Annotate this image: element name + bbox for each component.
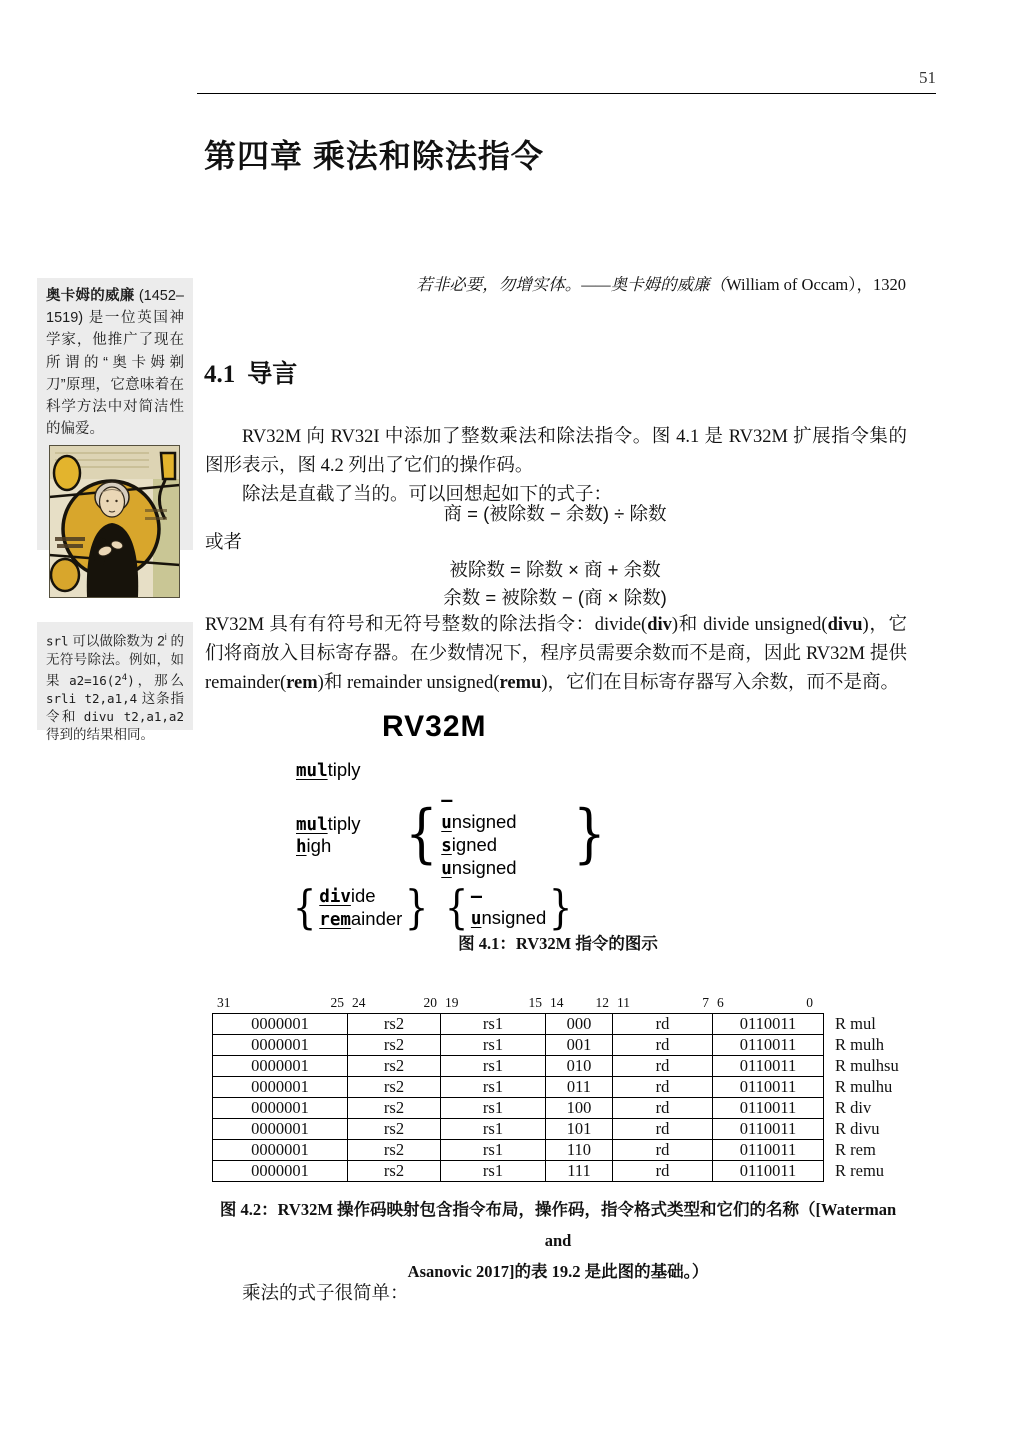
paragraph-text: )，它们将商放入目标寄存器。在少数情况下，程序员需要余数而不是商，因此 RV32M 提供 remainder( — [205, 615, 907, 693]
right-brace: } — [405, 880, 429, 935]
instruction-name: R mulhsu — [835, 1056, 899, 1075]
mnemonic-rem: rem — [319, 910, 351, 930]
figure-4-1-caption: 图 4.1：RV32M 指令的图示 — [458, 934, 658, 953]
chapter-title: 第四章 乘法和除法指令 — [204, 138, 544, 174]
formula-quotient: 商 = (被除数 − 余数) ÷ 除数 — [443, 503, 667, 524]
op-options — [319, 885, 402, 931]
quote-author-en: William of Occam — [726, 275, 849, 294]
diagram-multiply-high-row — [296, 790, 610, 880]
bit-range: 31 25 — [217, 995, 344, 1010]
paragraph-text: )和 divide unsigned( — [671, 615, 828, 635]
opcode-table — [212, 1013, 916, 1182]
word-rest: nsigned — [481, 907, 547, 928]
occam-stained-glass-image — [49, 445, 180, 598]
table-row: 0000001 rs2 rs1 100 rd 0110011 R div — [213, 1098, 916, 1119]
quote-tail: ），1320 — [848, 275, 906, 294]
bit-range: 24 20 — [352, 995, 437, 1010]
option-empty: – — [441, 790, 453, 811]
mnemonic-u: u — [441, 859, 452, 879]
sidebar-occam-note — [37, 278, 193, 550]
closing-paragraph: 乘法的式子很简单： — [242, 1284, 409, 1304]
suffix-options — [441, 790, 569, 880]
code-srli: srli t2,a1,4 — [46, 690, 138, 706]
srl-note-text: 可以做除数为 2 — [68, 633, 165, 649]
srl-note-text: 的无符号除法。例如，如果 — [46, 633, 184, 688]
table-row: 0000001 rs2 rs1 000 rd 0110011 R mul — [213, 1014, 916, 1035]
word-rest: tiply — [327, 813, 361, 834]
paragraph-text: )和 remainder unsigned( — [317, 673, 500, 693]
instruction-name: R div — [835, 1098, 872, 1117]
bit-range: 11 7 — [617, 995, 709, 1010]
paragraph-text: RV32M 具有有符号和无符号整数的除法指令：divide( — [205, 615, 648, 635]
caption-line: Asanovic 2017]的表 19.2 是此图的基础。） — [407, 1262, 709, 1281]
or-connector: 或者 — [205, 533, 243, 553]
figure-4-2-caption — [205, 1194, 911, 1287]
bit-range: 14 12 — [550, 995, 609, 1010]
code-srl: srl — [46, 633, 69, 649]
caption-line: 图 4.2：RV32M 操作码映射包含指令布局，操作码，指令格式类型和它们的名称（[Waterman and — [219, 1200, 897, 1250]
instruction-name: R remu — [835, 1161, 885, 1180]
srl-note-text: 得到的结果相同。 — [46, 726, 154, 742]
section-title: 导言 — [247, 360, 298, 388]
mnemonic-divu: divu — [827, 615, 863, 635]
diagram-div-rem-row — [290, 880, 610, 935]
instruction-name: R divu — [835, 1119, 880, 1138]
left-brace: { — [444, 880, 468, 935]
table-row: 0000001 rs2 rs1 011 rd 0110011 R mulhu — [213, 1077, 916, 1098]
mnemonic-s: s — [441, 836, 452, 856]
table-row: 0000001 rs2 rs1 101 rd 0110011 R divu — [213, 1119, 916, 1140]
code-a2: $a2=16(2^4)$ — [69, 672, 135, 688]
suffix-options — [471, 886, 546, 930]
occam-portrait — [49, 445, 180, 598]
header-rule — [197, 93, 936, 94]
word-rest: igned — [451, 834, 498, 855]
left-brace: { — [292, 880, 317, 935]
left-brace: { — [404, 797, 438, 872]
exponent-4: 4 — [121, 672, 128, 683]
word-rest: nsigned — [451, 811, 517, 832]
mnemonic-h: h — [296, 837, 307, 857]
instruction-name: R mulh — [835, 1035, 885, 1054]
table-row: 0000001 rs2 rs1 110 rd 0110011 R rem — [213, 1140, 916, 1161]
mnemonic-u: u — [470, 909, 482, 929]
quote-text-cn: 若非必要，勿增实体。——奥卡姆的威廉（ — [416, 275, 727, 294]
word-rest: ide — [350, 885, 376, 906]
srl-note-text: 这条指令和 — [46, 690, 184, 724]
word-rest: nsigned — [451, 857, 517, 878]
mnemonic-rem: rem — [286, 673, 318, 693]
word-rest: igh — [306, 835, 332, 856]
word-rest: tiply — [327, 759, 361, 780]
sidebar-occam-lead: 奥卡姆的威廉 — [46, 288, 135, 304]
bit-position-labels — [212, 995, 823, 1011]
sidebar-occam-body: (1452–1519) 是一位英国神学家，他推广了现在所谓的“奥卡姆剃刀”原理，它意味着在科学方法中对简洁性的偏爱。 — [46, 288, 184, 438]
mnemonic-div: div — [647, 615, 672, 635]
formula-remainder: 余数 = 被除数 − (商 × 除数) — [443, 587, 667, 608]
paragraph-text: )，它们在目标寄存器写入余数，而不是商。 — [541, 673, 899, 693]
diagram-title: RV32M — [382, 710, 487, 743]
epigraph-quote — [205, 271, 906, 295]
table-row: 0000001 rs2 rs1 111 rd 0110011 R remu — [213, 1161, 916, 1182]
srl-note-text: ，那么 — [134, 672, 184, 688]
page-number: 51 — [919, 68, 936, 87]
division-paragraph — [205, 611, 907, 698]
bit-range: 19 15 — [445, 995, 542, 1010]
exponent-i: i — [164, 632, 167, 642]
instruction-name: R mul — [835, 1014, 876, 1033]
table-row: 0000001 rs2 rs1 001 rd 0110011 R mulh — [213, 1035, 916, 1056]
option-empty: – — [470, 886, 483, 907]
paragraph: RV32M 向 RV32I 中添加了整数乘法和除法指令。图 4.1 是 RV32M 扩展指令集的图形表示，图 4.2 列出了它们的操作码。 — [205, 427, 907, 476]
formula-dividend: 被除数 = 除数 × 商 + 余数 — [449, 559, 661, 580]
instruction-name: R rem — [835, 1140, 876, 1159]
table-row: 0000001 rs2 rs1 010 rd 0110011 R mulhsu — [213, 1056, 916, 1077]
mnemonic-mul: mul — [296, 815, 328, 835]
code-divu: divu t2,a1,a2 — [83, 708, 184, 724]
paragraph: 除法是直截了当的。可以回想起如下的式子： — [242, 485, 613, 505]
sidebar-occam-text — [46, 285, 184, 440]
mnemonic-u: u — [441, 813, 452, 833]
mnemonic-mul: mul — [296, 761, 328, 781]
mnemonic-remu: remu — [499, 673, 542, 693]
mnemonic-div: div — [319, 887, 351, 907]
intro-paragraphs — [205, 423, 907, 510]
instruction-name: R mulhu — [835, 1077, 893, 1096]
right-brace: } — [549, 880, 573, 935]
bit-range: 6 0 — [717, 995, 813, 1010]
right-brace: } — [573, 797, 606, 872]
sidebar-srl-note — [37, 622, 193, 742]
rv32m-diagram — [290, 710, 610, 935]
word-rest: ainder — [350, 908, 403, 929]
section-heading — [204, 354, 297, 390]
diagram-multiply-row — [296, 759, 610, 781]
section-number: 4.1 — [204, 361, 236, 388]
